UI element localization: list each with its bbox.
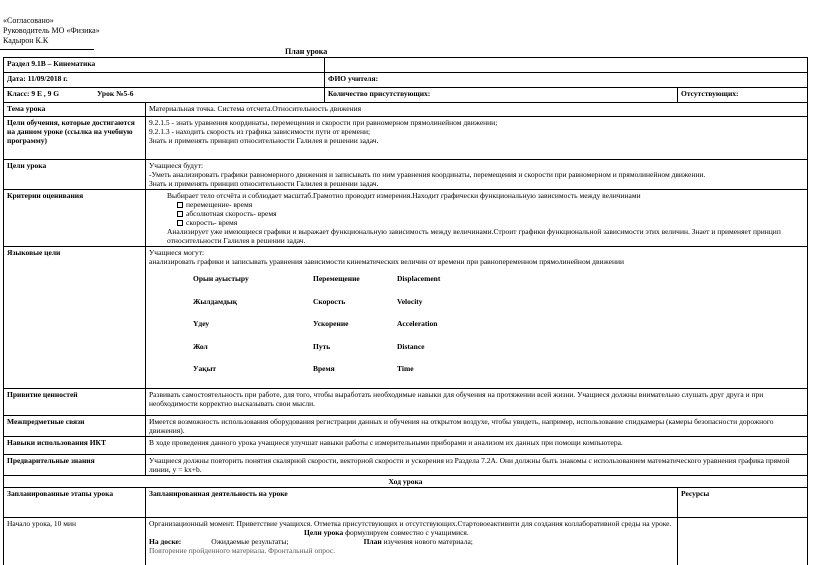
- ict-value: В ходе проведения данного урока учащиеся улучшат навыки работы с измерительными приборами и анализом их данных при помощи компьютера.: [146, 436, 808, 454]
- start-row: [4, 517, 808, 565]
- cross-label: Межпредметные связи: [4, 415, 146, 436]
- absent-cell: Отсутствующих:: [678, 88, 808, 103]
- stages-col3: Ресурсы: [678, 487, 808, 517]
- objectives-row: [4, 117, 808, 160]
- term-ru: Ускорение: [313, 319, 349, 328]
- goal-line: -Уметь анализировать графики равномерного движения и записывать по ним уравнения координаты, перемещения и скорости при равномерном и прямолинейном движении.: [149, 170, 706, 179]
- date-cell: Дата: 11/09/2018 г.: [4, 73, 325, 88]
- stages-col2: Запланированная деятельность на уроке: [146, 487, 678, 517]
- start-goals: Цели урока формулируем совместно с учащимися.: [304, 527, 469, 537]
- criteria-intro: Выбирает тело отсчёта и соблюдает масштаб.Грамотно проводит измерения.Находит графически функциональную зависимость между величинами: [167, 191, 641, 200]
- language-value: [146, 247, 808, 389]
- values-label: Привитие ценностей: [4, 388, 146, 415]
- stages-header-row: [4, 487, 808, 517]
- start-line: Организационный момент. Приветствие учащихся. Отметка присутствующих и отсутствующих.Стартовоеактивити для создания коллаборативной среды на уроке.: [149, 518, 672, 528]
- criteria-outro: Анализирует уже имеющиеся графики и выражает функциональную зависимость между величинами.Строит графики функциональной зависимости этих величин. Знает и применяет принцип относительности Галилея в решении задач.: [167, 227, 781, 245]
- class-label: Класс: 9 Е , 9 G: [7, 89, 60, 98]
- term-ru: Скорость: [313, 296, 346, 306]
- start-resources: [678, 517, 808, 565]
- topic-value: Материальная точка. Система отсчета.Относительность движения: [146, 103, 808, 117]
- signature-line: [0, 49, 94, 50]
- objective-line: 9.2.1.5 - знать уравнения координаты, перемещения и скорости при равномерном прямолинейном движении;: [149, 118, 498, 127]
- stages-col1: Запланированные этапы урока: [4, 487, 146, 517]
- criteria-row: [4, 190, 808, 247]
- start-board: На доске: Ожидаемые результаты; План изучения нового материала;: [149, 536, 473, 546]
- criteria-item: абсолютная скорость- время: [149, 209, 804, 218]
- cross-row: [4, 415, 808, 436]
- language-label: Языковые цели: [4, 247, 146, 389]
- class-row: [4, 88, 808, 103]
- lesson-goals-label: Цели урока: [4, 160, 146, 190]
- term-ru: Время: [313, 364, 335, 373]
- term-en: Acceleration: [397, 319, 438, 328]
- values-row: [4, 388, 808, 415]
- values-value: Развивать самостоятельность при работе, для того, чтобы выработать необходимые навыки для обучения на протяжении всей жизни. Учащиеся должны внимательно слушать друг друга и при необходимости корректно высказывать свои мысли.: [146, 388, 808, 415]
- terms-grid: [193, 274, 804, 387]
- checkbox-icon: [177, 211, 183, 217]
- checkbox-icon: [177, 220, 183, 226]
- class-cell: [4, 88, 325, 103]
- topic-row: [4, 103, 808, 117]
- ict-label: Навыки использования ИКТ: [4, 436, 146, 454]
- start-repeat: Повторение пройденного материала. Фронтальный опрос.: [149, 545, 336, 555]
- teacher-cell: ФИО учителя:: [325, 73, 808, 88]
- term-ru: Путь: [313, 341, 331, 351]
- language-line: Учащиеся могут:: [149, 248, 205, 257]
- criteria-label: Критерии оценивания: [4, 190, 146, 247]
- term-en: Distance: [397, 341, 425, 351]
- objectives-value: [146, 117, 808, 160]
- language-row: [4, 247, 808, 389]
- term-en: Displacement: [397, 274, 441, 283]
- criteria-item: скорость- время: [149, 218, 804, 227]
- head-mo-text: Руководитель МО «Физика»: [3, 26, 100, 35]
- course-title: Ход урока: [4, 475, 808, 487]
- objectives-label: Цели обучения, которые достигаются на данном уроке (ссылка на учебную программу): [4, 117, 146, 160]
- approved-text: «Согласовано»: [3, 16, 54, 25]
- goal-line: Учащиеся будут:: [149, 161, 204, 170]
- lesson-plan-table: [3, 57, 808, 565]
- present-cell: Количество присутствующих:: [325, 88, 678, 103]
- term-en: Velocity: [397, 296, 423, 306]
- term-kz: Үдеу: [193, 319, 210, 328]
- objective-line: 9.2.1.3 - находить скорость из графика зависимости пути от времени;: [149, 127, 371, 136]
- term-kz: Жылдамдық: [193, 296, 238, 306]
- lesson-number: Урок №5-6: [97, 89, 134, 98]
- date-row: [4, 73, 808, 88]
- section-cell: Раздел 9.1В – Кинематика: [4, 58, 325, 73]
- checkbox-icon: [177, 202, 183, 208]
- criteria-item: перемещение- время: [149, 200, 804, 209]
- topic-label: Тема урока: [4, 103, 146, 117]
- prior-row: [4, 454, 808, 475]
- goal-line: Знать и применять принцип относительности Галилея в решении задач.: [149, 179, 379, 188]
- term-kz: Жол: [193, 341, 208, 351]
- prior-value: Учащиеся должны повторить понятия скалярной скорости, векторной скорости и ускорения из Раздела 7.2А. Они должны быть знакомы с использованием математического уравнения графика прямой линии, y = kx+b.: [146, 454, 808, 475]
- cross-value: Имеется возможность использования оборудования регистрации данных и обучения на открытом воздухе, чтобы увидеть, например, использование спидкамеры (камеры безопасности дорожного движения).: [146, 415, 808, 436]
- course-row: [4, 475, 808, 487]
- language-line: анализировать графики и записывать уравнения зависимости кинематических величин от времени при равнопеременном прямолинейном движении: [149, 257, 624, 266]
- term-ru: Перемещение: [313, 274, 360, 283]
- ict-row: [4, 436, 808, 454]
- head-name-text: Кадырон К.К: [3, 36, 49, 45]
- term-kz: Уақыт: [193, 364, 217, 373]
- term-kz: Орын ауыстыру: [193, 274, 249, 283]
- prior-label: Предварительные знания: [4, 454, 146, 475]
- criteria-value: [146, 190, 808, 247]
- objective-line: Знать и применять принцип относительности Галилея в решении задач.: [149, 136, 379, 145]
- lesson-goals-value: [146, 160, 808, 190]
- lesson-goals-row: [4, 160, 808, 190]
- section-row: [4, 58, 808, 73]
- term-en: Time: [397, 364, 414, 373]
- plan-title: План урока: [285, 47, 328, 56]
- section-empty-cell: [325, 58, 808, 73]
- start-value: [146, 517, 678, 565]
- start-label: Начало урока, 10 мин: [4, 517, 146, 565]
